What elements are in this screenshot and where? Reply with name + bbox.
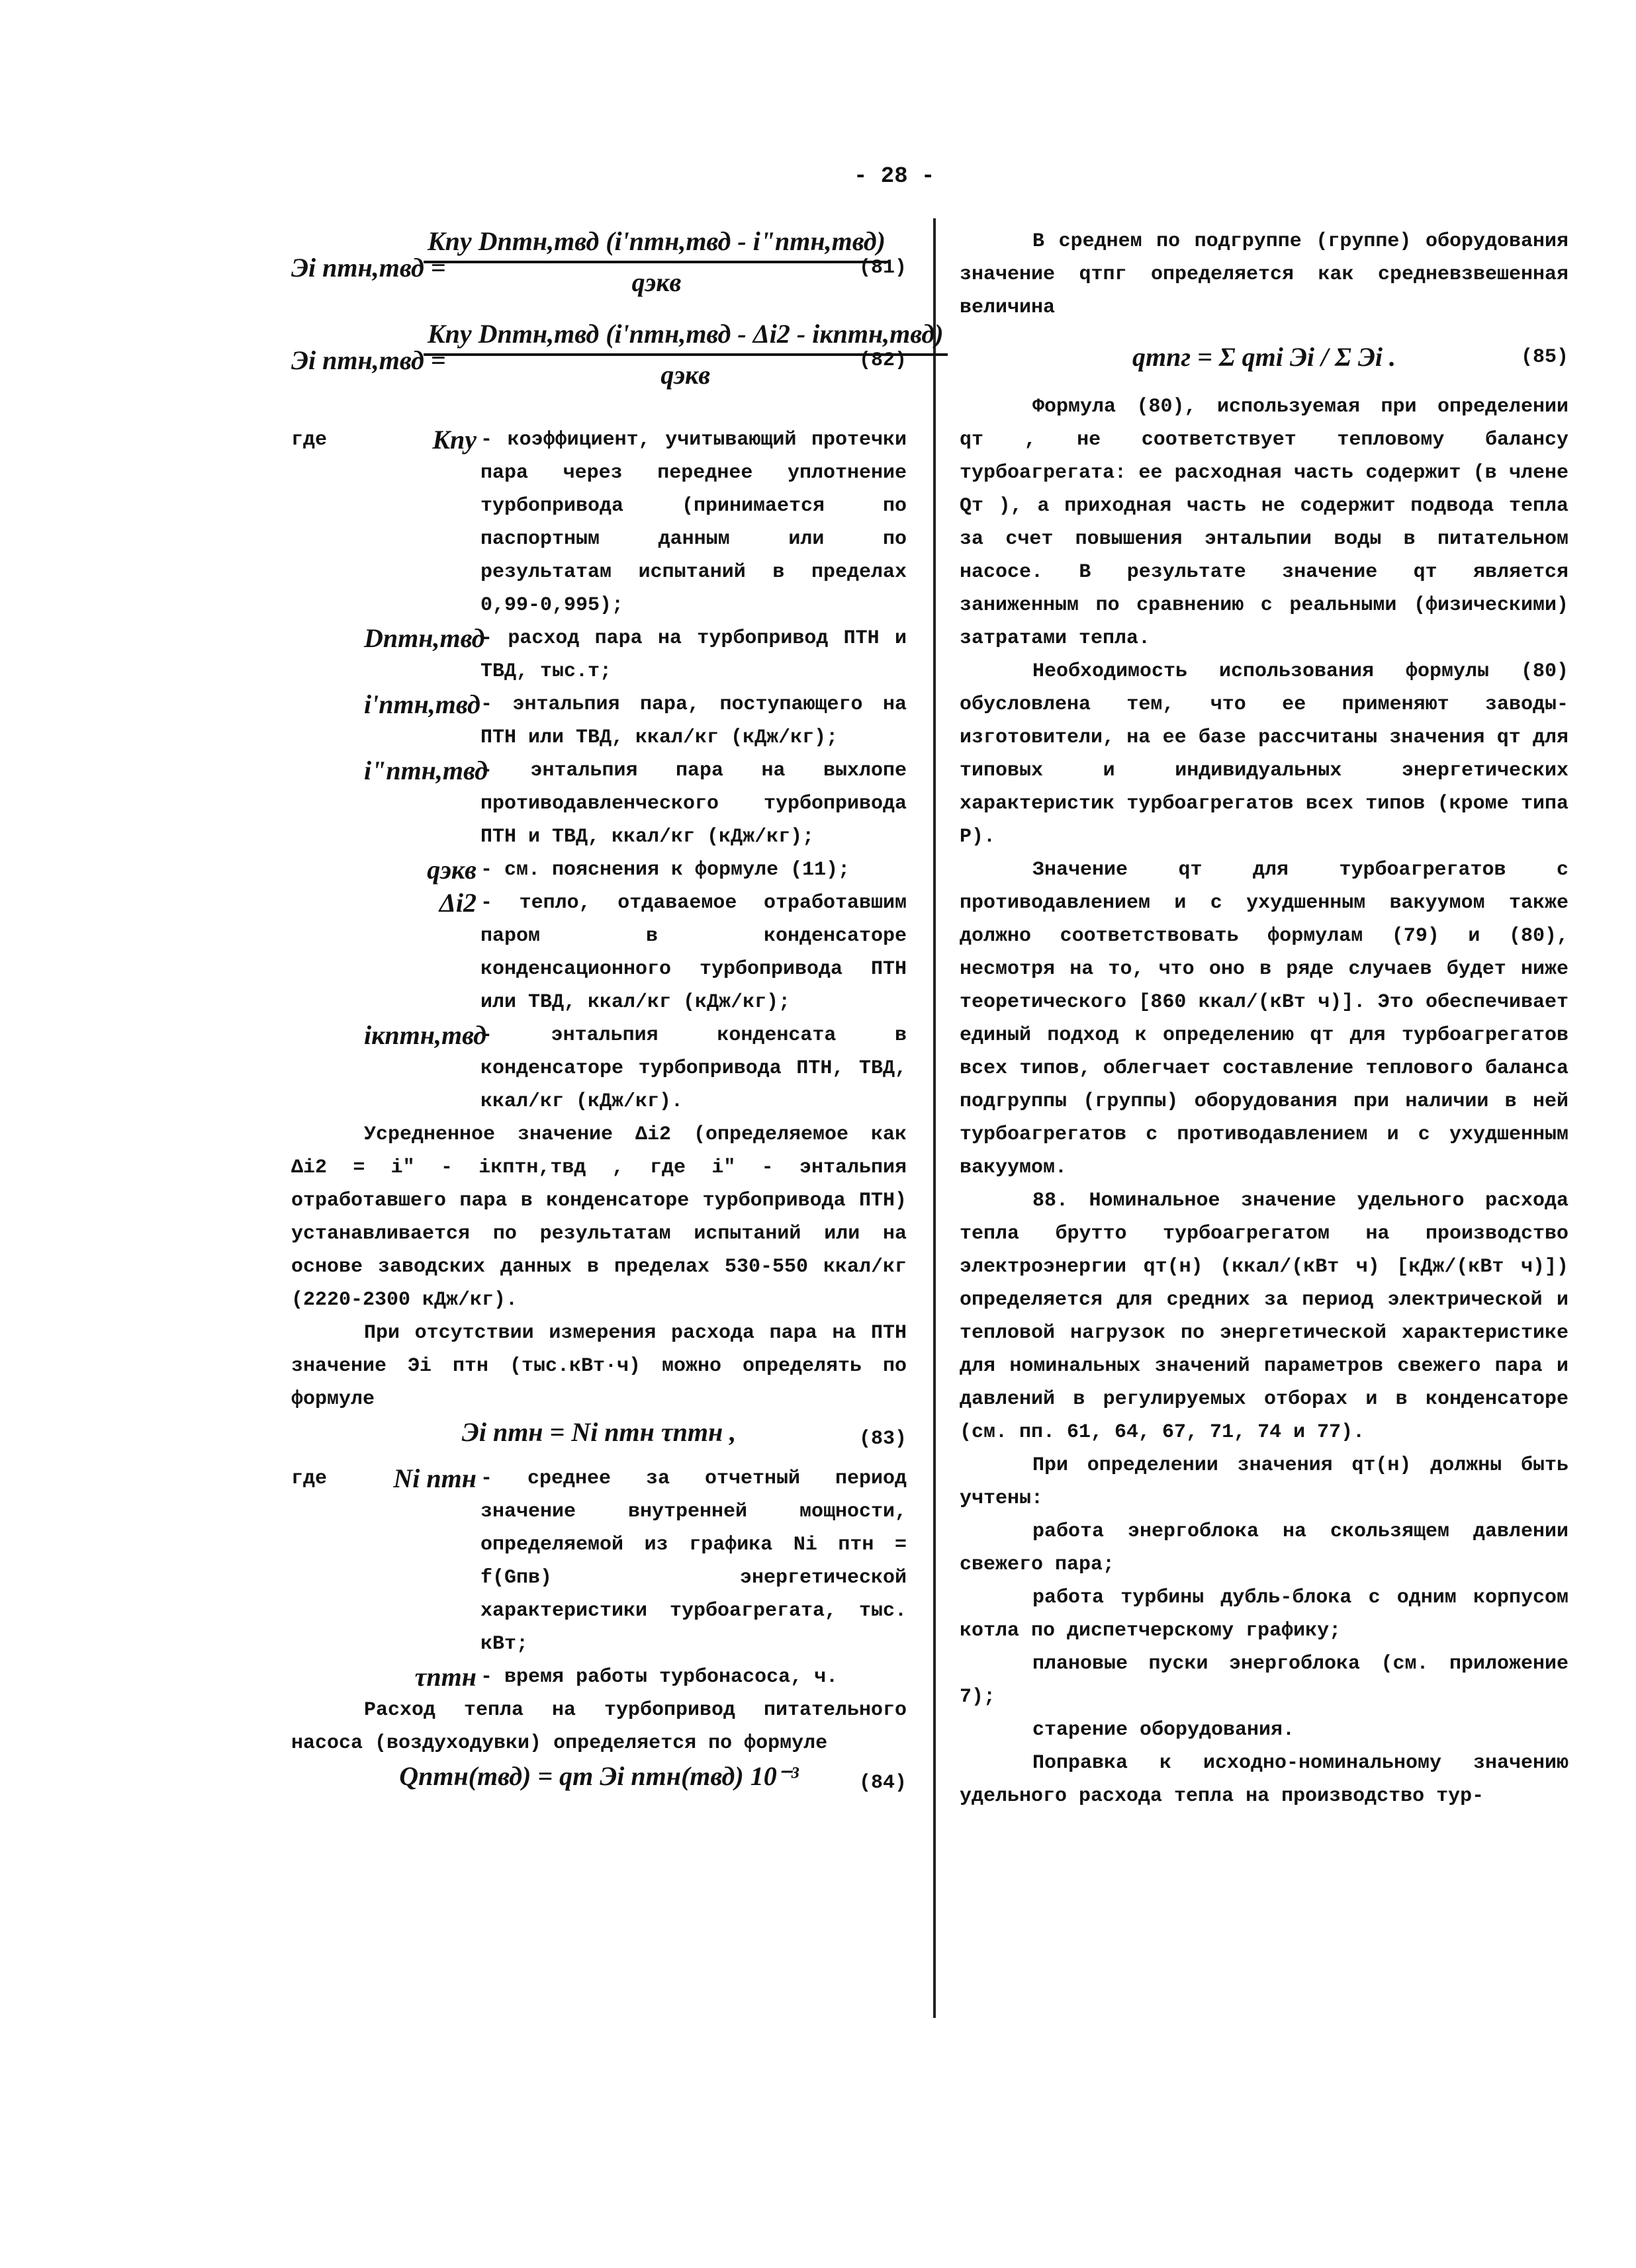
formula-81-lhs: Эi птн,твд = (291, 253, 446, 283)
formula-82-numerator: Kпу Dптн,твд (i'птн,твд - Δi2 - iкптн,твд) (424, 318, 948, 356)
paragraph-must-account: При определении значения qт(н) должны быть учтены: (960, 1454, 1568, 1510)
definition-symbol: τптн (414, 1662, 477, 1692)
formula-83-number: (83) (858, 1428, 907, 1450)
paragraph-heat-turbodrive: Расход тепла на турбопривод питательного насоса (воздуходувки) определяется по формуле (291, 1699, 907, 1755)
formula-81-number: (81) (858, 257, 907, 279)
definition-symbol: Dптн,твд (364, 623, 485, 653)
paragraph-correction: Поправка к исходно-номинальному значению удельного расхода тепла на производство тур- (960, 1752, 1568, 1808)
formula-84-number: (84) (858, 1772, 907, 1794)
definition-row (291, 887, 907, 1019)
definition-row (291, 622, 907, 688)
formula-85-number: (85) (1520, 346, 1568, 369)
formula-85 (960, 324, 1568, 390)
formula-81 (291, 225, 907, 311)
definition-symbol: iкптн,твд (364, 1020, 487, 1050)
paragraph-88-nominal: 88. Номинальное значение удельного расхода тепла брутто турбоагрегатом на производство электроэнергии qт(н) (ккал/(кВт ч) [кДж/(кВт ч)]) определяется для средних за период электрической и тепловой нагрузок по энергетической характеристике для номинальных значений параметров свежего пара и давлений в регулируемых отборах и в конденсаторе (см. пп. 61, 64, 67, 71, 74 и 77). (960, 1190, 1568, 1444)
formula-81-fraction (424, 225, 889, 299)
formula-82-denominator: qэкв (660, 360, 711, 390)
definition-text: - энтальпия конденсата в конденсаторе турбопривода ПТН, ТВД, ккал/кг (кДж/кг). (480, 1024, 907, 1113)
formula-85-expr: qтпг = Σ qтi Эi / Σ Эi . (1132, 342, 1396, 372)
definitions-list (291, 423, 907, 1118)
formula-82-number: (82) (858, 349, 907, 372)
definition-row (291, 1019, 907, 1118)
definition-row (291, 423, 907, 622)
where-label: где (291, 1467, 328, 1490)
formula-84-expr: Qптн(твд) = qт Эi птн(твд) 10⁻³ (399, 1761, 799, 1791)
formula-82-lhs: Эi птн,твд = (291, 345, 446, 375)
definition-symbol: Kпу (432, 425, 477, 455)
definition-text: - время работы турбонасоса, ч. (480, 1666, 839, 1688)
definition-row (291, 688, 907, 754)
formula-83 (291, 1416, 907, 1462)
definition-text: - см. пояснения к формуле (11); (480, 859, 850, 881)
definition-symbol: Δi2 (439, 888, 477, 918)
list-item: старение оборудования. (1032, 1719, 1295, 1741)
definition-text: - расход пара на турбопривод ПТН и ТВД, тыс.т; (480, 627, 907, 683)
page-number: - 28 - (854, 164, 935, 189)
formula-81-denominator: qэкв (631, 267, 682, 297)
definition-row (291, 853, 907, 887)
list-item: работа турбины дубль-блока с одним корпусом котла по диспетчерскому графику; (960, 1587, 1568, 1642)
definition-symbol: Ni птн (393, 1463, 477, 1493)
left-column (291, 225, 944, 1806)
definition-text: - энтальпия пара на выхлопе противодавленческого турбопривода ПТН и ТВД, ккал/кг (кДж/кг); (480, 760, 907, 848)
definition-symbol: i"птн,твд (364, 756, 488, 785)
definition-text: - тепло, отдаваемое отработавшим паром в конденсаторе конденсационного турбопривода ПТН или ТВД, ккал/кг (кДж/кг); (480, 892, 907, 1014)
formula-83-expr: Эi птн = Ni птн τптн , (461, 1417, 737, 1447)
definition-row (291, 754, 907, 853)
paragraph-necessity: Необходимость использования формулы (80) обусловлена тем, что ее применяют заводы-изготовители, на ее базе рассчитаны значения qт для типовых и индивидуальных энергетических характеристик турбоагрегатов всех типов (кроме типа Р). (960, 660, 1568, 848)
formula-81-numerator: Kпу Dптн,твд (i'птн,твд - i"птн,твд) (424, 225, 889, 263)
paragraph-formula-80: Формула (80), используемая при определении qт , не соответствует тепловому балансу турбоагрегата: ее расходная часть содержит (в члене Qт ), а приходная часть не содержит подвода тепла за счет повышения энтальпии воды в питательном насосе. В результате значение qт является заниженным по сравнению с реальными (физическими) затратами тепла. (960, 396, 1568, 650)
formula-84 (291, 1760, 907, 1806)
paragraph-no-measurement: При отсутствии измерения расхода пара на ПТН значение Эi птн (тыс.кВт·ч) можно определять по формуле (291, 1322, 907, 1411)
definition-row (291, 1462, 907, 1661)
paragraph-delta-i2: Усредненное значение Δi2 (определяемое как Δi2 = i" - iкптн,твд , где i" - энтальпия отработавшего пара в конденсаторе турбопривода ПТН) устанавливается по результатам испытаний или на основе заводских данных в пределах 530-550 ккал/кг (2220-2300 кДж/кг). (291, 1123, 907, 1311)
paragraph-subgroup-average: В среднем по подгруппе (группе) оборудования значение qтпг определяется как средневзвешенная величина (960, 230, 1568, 319)
formula-82 (291, 318, 944, 410)
definition-text: - среднее за отчетный период значение внутренней мощности, определяемой из графика Ni птн = f(Gпв) энергетической характеристики турбоагрегата, тыс. кВт; (480, 1467, 907, 1655)
list-item: плановые пуски энергоблока (см. приложение 7); (960, 1653, 1568, 1708)
definition-row (291, 1661, 907, 1694)
right-column (960, 225, 1568, 1813)
column-divider (933, 218, 936, 2018)
where-label: где (291, 429, 328, 451)
definition-symbol: qэкв (427, 855, 477, 885)
list-item: работа энергоблока на скользящем давлении свежего пара; (960, 1520, 1568, 1576)
definition-text: - энтальпия пара, поступающего на ПТН или ТВД, ккал/кг (кДж/кг); (480, 693, 907, 749)
definition-symbol: i'птн,твд (364, 689, 480, 719)
definitions-list-2 (291, 1462, 907, 1694)
definition-text: - коэффициент, учитывающий протечки пара через переднее уплотнение турбопривода (принимается по паспортным данным или по результатам испытаний в пределах 0,99-0,995); (480, 429, 907, 617)
paragraph-backpressure: Значение qт для турбоагрегатов с противодавлением и с ухудшенным вакуумом также должно соответствовать формулам (79) и (80), несмотря на то, что оно в ряде случаев будет ниже теоретического [860 ккал/(кВт ч)]. Это обеспечивает единый подход к определению qт для турбоагрегатов всех типов, облегчает составление теплового баланса подгруппы (группы) оборудования при наличии в ней турбоагрегатов с противодавлением и с ухудшенным вакуумом. (960, 859, 1568, 1179)
